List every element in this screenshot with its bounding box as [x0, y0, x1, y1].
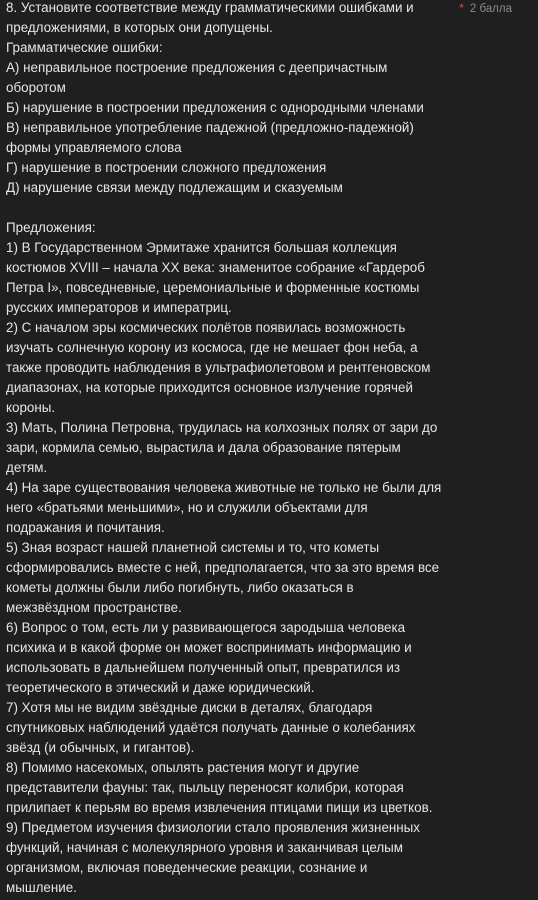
sentence-line: представители фауны: так, пыльцу переносят колибри, которая [6, 780, 404, 795]
sentence-line: прилипает к перьям во время извлечения птицами пищи из цветков. [6, 800, 433, 815]
sentence-line: использовать в дальнейшем полученный опыт, превратился из [6, 660, 401, 675]
sentence-line: костюмов XVIII – начала XX века: знаменитое собрание «Гардероб [6, 260, 425, 275]
points-label: 2 балла [469, 3, 512, 15]
sentence-line: 4) На заре существования человека животные не только не были для [6, 480, 442, 495]
sentence-line: сформировались вместе с ней, предполагается, что за это время все [6, 560, 440, 575]
error-line: Г) нарушение в построении сложного предложения [6, 160, 327, 175]
sentence-line: 1) В Государственном Эрмитаже хранится большая коллекция [6, 240, 397, 255]
sentence-line: короны. [6, 400, 56, 415]
sentence-line: русских императоров и императриц. [6, 300, 232, 315]
sentence-line: мышление. [6, 880, 77, 895]
sentence-line: также проводить наблюдения в ультрафиолетовом и рентгеновском [6, 360, 431, 375]
sentence-line: организмом, включая поведенческие реакции, сознание и [6, 860, 368, 875]
sentence-line: психика и в какой форме он может воспринимать информацию и [6, 640, 412, 655]
sentence-line: 5) Зная возраст нашей планетной системы и то, что кометы [6, 540, 380, 555]
question-title-line: 8. Установите соответствие между грамматическими ошибками и [6, 0, 414, 15]
error-line: Б) нарушение в построении предложения с однородными членами [6, 100, 424, 115]
sentence-line: межзвёздном пространстве. [6, 600, 182, 615]
sentence-line: 8) Помимо насекомых, опылять растения могут и другие [6, 760, 360, 775]
sentence-line: 7) Хотя мы не видим звёздные диски в деталях, благодаря [6, 700, 373, 715]
sentence-line: спутниковых наблюдений удаётся получать данные о колебаниях [6, 720, 416, 735]
sentences-heading: Предложения: [6, 220, 96, 235]
required-star: * [459, 1, 464, 15]
question-block [6, 0, 461, 898]
sentence-line: детям. [6, 460, 48, 475]
error-line: оборотом [6, 80, 66, 95]
sentence-line: 6) Вопрос о том, есть ли у развивающегося зародыша человека [6, 620, 406, 635]
question-title-line: предложениями, в которых они допущены. [6, 20, 273, 35]
error-line: В) неправильное употребление падежной (предложно-падежной) [6, 120, 414, 135]
sentence-line: теоретического в этический и даже юридический. [6, 680, 315, 695]
sentence-line: звёзд (и обычных, и гигантов). [6, 740, 195, 755]
sentence-line: 9) Предметом изучения физиологии стало проявления жизненных [6, 820, 421, 835]
sentence-line: 2) С началом эры космических полётов появилась возможность [6, 320, 406, 335]
sentence-line: 3) Мать, Полина Петровна, трудилась на колхозных полях от зари до [6, 420, 438, 435]
error-line: формы управляемого слова [6, 140, 182, 155]
sentence-line: подражания и почитания. [6, 520, 165, 535]
errors-list [6, 58, 461, 198]
sentences-list [6, 238, 461, 898]
question-title [6, 0, 461, 38]
sentence-line: изучать солнечную корону из космоса, где не мешает фон неба, а [6, 340, 418, 355]
spacer [6, 198, 461, 218]
sentence-line: Петра I», повседневные, церемониальные и форменные костюмы [6, 280, 420, 295]
sentence-line: зари, кормила семью, вырастила и дала образование пятерым [6, 440, 401, 455]
sentence-line: кометы должны были либо погибнуть, либо оказаться в [6, 580, 354, 595]
sentence-line: диапазонах, на которые приходится основное излучение горячей [6, 380, 413, 395]
sentence-line: него «братьями меньшими», но и служили объектами для [6, 500, 368, 515]
error-line: А) неправильное построение предложения с деепричастным [6, 60, 388, 75]
points-badge [459, 0, 512, 19]
sentence-line: функций, начиная с молекулярного уровня и заканчивая целым [6, 840, 403, 855]
errors-heading: Грамматические ошибки: [6, 40, 163, 55]
error-line: Д) нарушение связи между подлежащим и сказуемым [6, 180, 343, 195]
